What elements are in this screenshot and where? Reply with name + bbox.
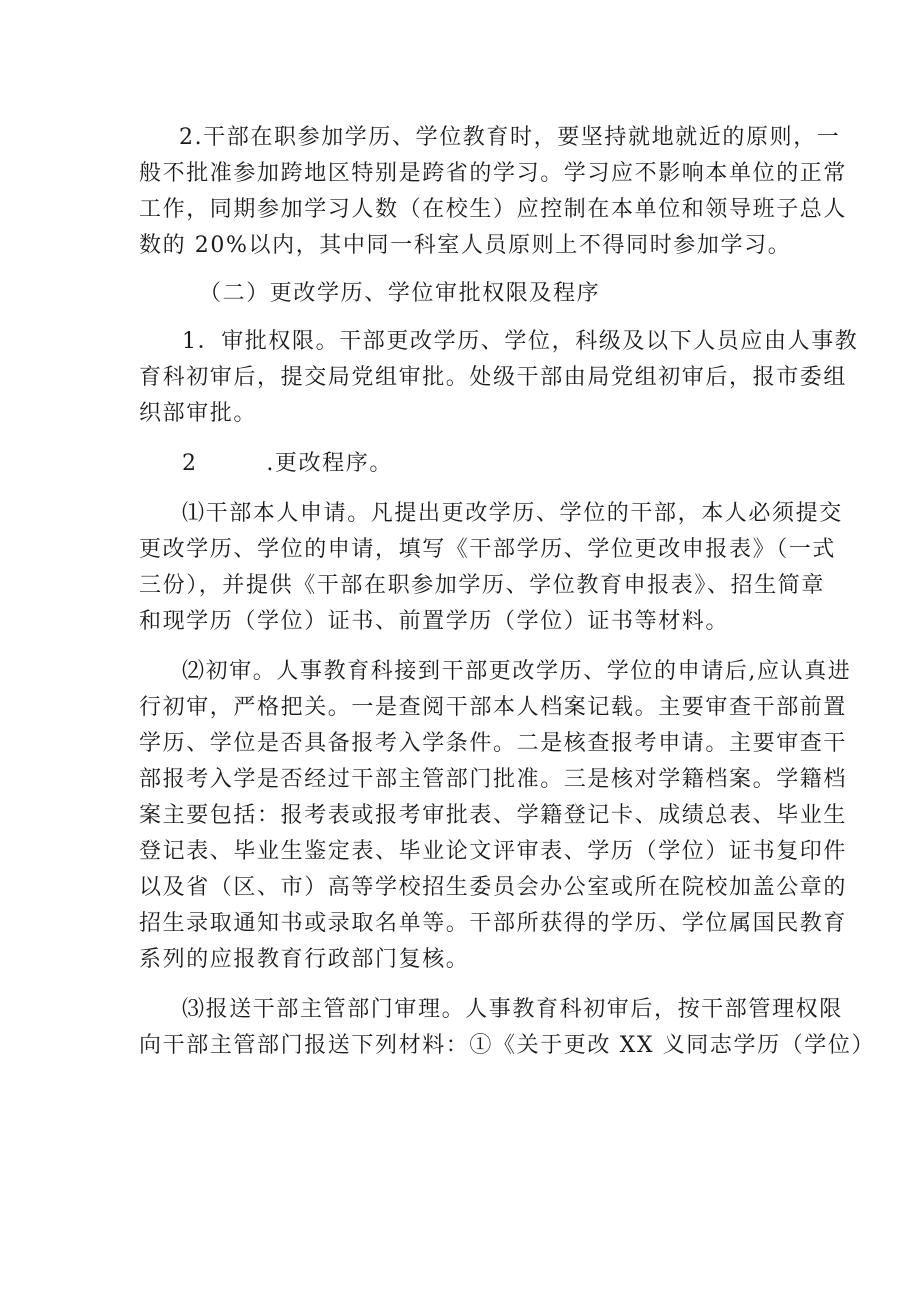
text-line: 1．审批权限。干部更改学历、学位，科级及以下人员应由人事教 (182, 329, 859, 354)
text-line: 2 .更改程序。 (182, 451, 393, 476)
text-line: 育科初审后，提交局党组审批。处级干部由局党组初审后，报市委组 (139, 365, 848, 390)
text-line: 织部审批。 (139, 401, 258, 426)
text-line: 向干部主管部门报送下列材料：①《关于更改 XX 义同志学历（学位） (139, 1033, 876, 1058)
text-line: 学历、学位是否具备报考入学条件。二是核查报考申请。主要审查干 (139, 731, 848, 756)
text-line: 行初审，严格把关。一是查阅干部本人档案记载。主要审查干部前置 (139, 695, 848, 720)
text-line: 系列的应报教育行政部门复核。 (139, 947, 470, 972)
text-line: ⑵初审。人事教育科接到干部更改学历、学位的申请后,应认真进 (182, 659, 852, 684)
text-line: 2.干部在职参加学历、学位教育时，要坚持就地就近的原则，一 (179, 125, 841, 150)
text-line: 数的 20%以内，其中同一科室人员原则上不得同时参加学习。 (139, 233, 792, 258)
text-line: 和现学历（学位）证书、前置学历（学位）证书等材料。 (139, 609, 730, 634)
text-line: 部报考入学是否经过干部主管部门批准。三是核对学籍档案。学籍档 (139, 767, 848, 792)
text-line: 工作，同期参加学习人数（在校生）应控制在本单位和领导班子总人 (139, 197, 848, 222)
text-line: ⑴干部本人申请。凡提出更改学历、学位的干部，本人必须提交 (182, 501, 843, 526)
text-line: ⑶报送干部主管部门审理。人事教育科初审后，按干部管理权限 (182, 997, 843, 1022)
text-line: 以及省（区、市）高等学校招生委员会办公室或所在院校加盖公章的 (139, 875, 848, 900)
text-line: 登记表、毕业生鉴定表、毕业论文评审表、学历（学位）证书复印件 (139, 839, 848, 864)
text-line: （二）更改学历、学位审批权限及程序 (199, 281, 601, 306)
text-line: 更改学历、学位的申请，填写《干部学历、学位更改申报表》（一式 (139, 537, 837, 562)
text-line: 三份），并提供《干部在职参加学历、学位教育申报表》、招生简章 (139, 573, 826, 598)
text-line: 招生录取通知书或录取名单等。干部所获得的学历、学位属国民教育 (139, 911, 848, 936)
text-line: 般不批准参加跨地区特别是跨省的学习。学习应不影响本单位的正常 (139, 161, 848, 186)
text-line: 案主要包括：报考表或报考审批表、学籍登记卡、成绩总表、毕业生 (139, 803, 848, 828)
